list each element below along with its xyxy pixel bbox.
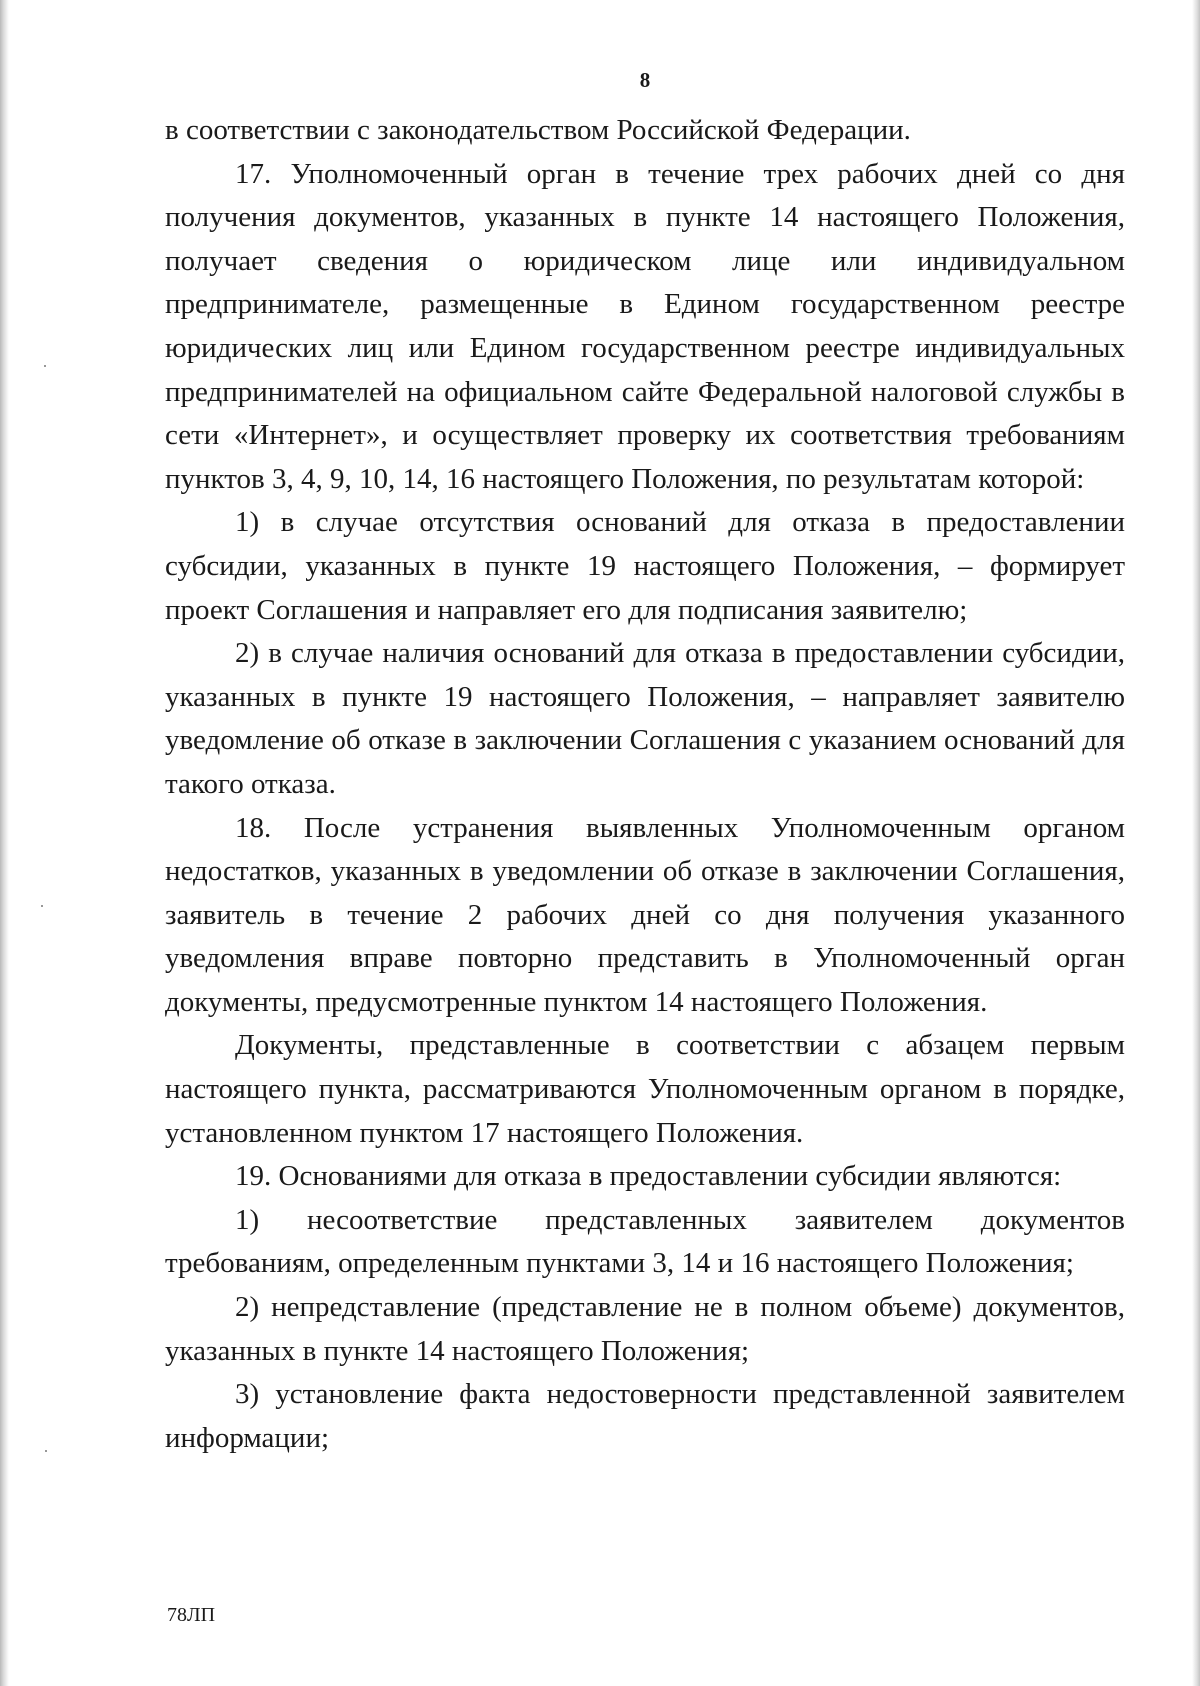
document-body [165, 109, 1125, 1460]
paragraph-19-subitem-1: 1) несоответствие представленных заявителем документов требованиям, определенным пунктами 3, 14 и 16 настоящего Положения; [165, 1203, 1125, 1280]
footer-document-code: 78ЛП [167, 1604, 216, 1626]
paragraph-17-subitem-1: 1) в случае отсутствия оснований для отказа в предоставлении субсидии, указанных в пункте 19 настоящего Положения, – формирует проект Соглашения и направляет его для подписания заявителю; [165, 506, 1125, 626]
paragraph-item-19: 19. Основаниями для отказа в предоставлении субсидии являются: [235, 1160, 1062, 1193]
scan-speck [44, 365, 46, 367]
paragraph-19-subitem-3: 3) установление факта недостоверности представленной заявителем информации; [165, 1378, 1125, 1454]
paragraph-continuation: в соответствии с законодательством Российской Федерации. [165, 114, 911, 146]
paragraph-item-18: 18. После устранения выявленных Уполномоченным органом недостатков, указанных в уведомлении об отказе в заключении Соглашения, заявитель в течение 2 рабочих дней со дня получения указанного уведомления вправе повторно представить в Уполномоченный орган документы, предусмотренные пунктом 14 настоящего Положения. [165, 811, 1125, 1018]
paragraph-19-subitem-2: 2) непредставление (представление не в полном объеме) документов, указанных в пункте 14 настоящего Положения; [165, 1291, 1125, 1367]
paragraph-item-17: 17. Уполномоченный орган в течение трех рабочих дней со дня получения документов, указанных в пункте 14 настоящего Положения, получает сведения о юридическом лице или индивидуальном предпринимателе, размещенные в Едином государственном реестре юридических лиц или Едином государственном реестре индивидуальных предпринимателей на официальном сайте Федеральной налоговой службы в сети «Интернет», и осуществляет проверку их соответствия требованиям пунктов 3, 4, 9, 10, 14, 16 настоящего Положения, по результатам которой: [165, 157, 1125, 495]
scan-edge-right [1192, 0, 1200, 1686]
scan-edge-left [0, 0, 9, 1686]
scan-speck [45, 1450, 47, 1452]
paragraph-18-second: Документы, представленные в соответствии с абзацем первым настоящего пункта, рассматриваются Уполномоченным органом в порядке, установленном пунктом 17 настоящего Положения. [165, 1029, 1125, 1149]
paragraph-17-subitem-2: 2) в случае наличия оснований для отказа в предоставлении субсидии, указанных в пункте 19 настоящего Положения, – направляет заявителю уведомление об отказе в заключении Соглашения с указанием оснований для такого отказа. [165, 637, 1125, 800]
page-number: 8 [639, 68, 651, 92]
scan-speck [41, 905, 43, 907]
